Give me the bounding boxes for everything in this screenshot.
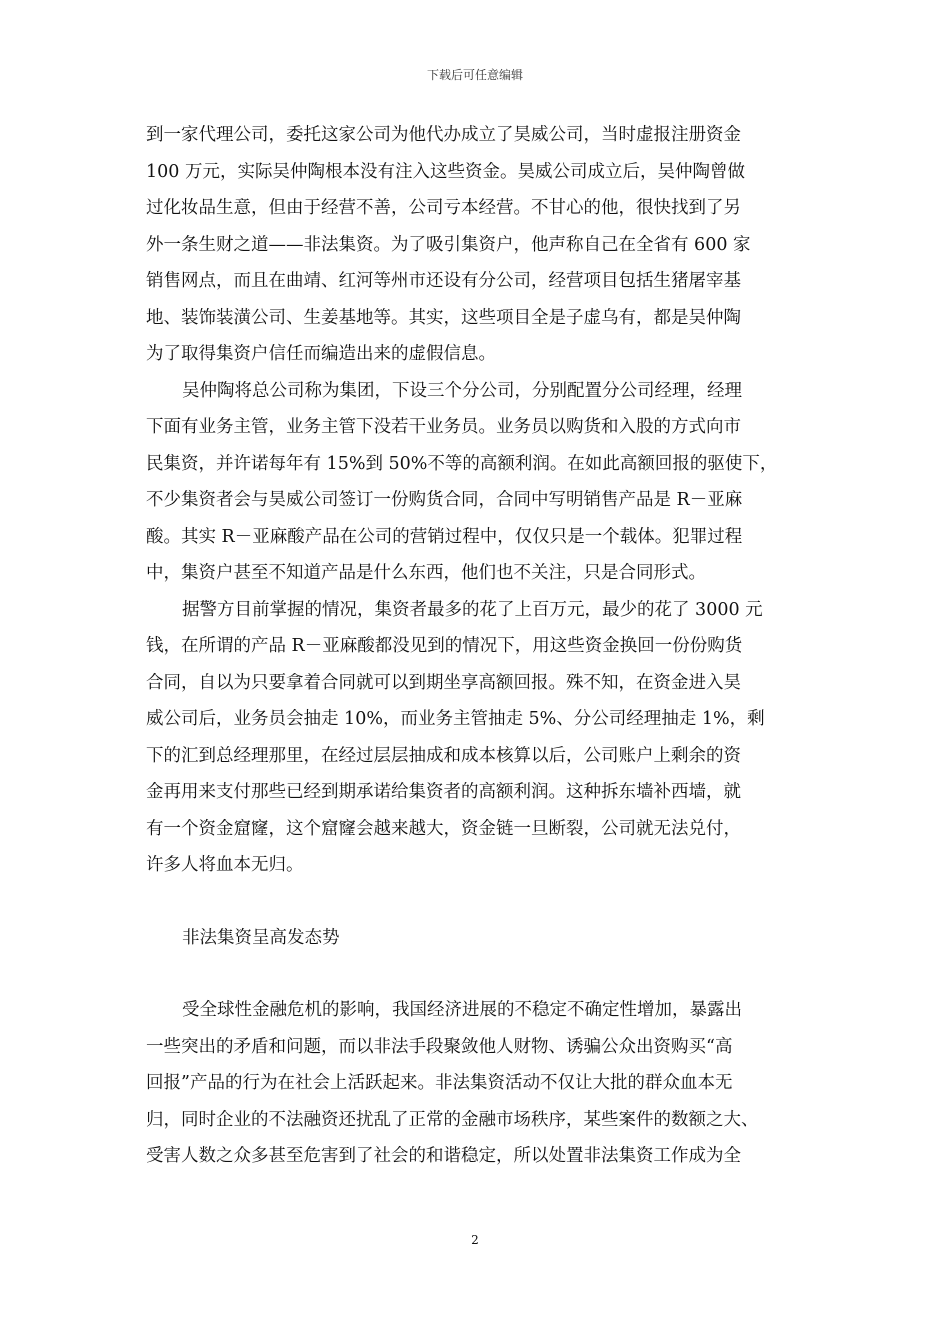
page-number: 2 (471, 1233, 479, 1247)
text-line: 外一条生财之道——非法集资。为了吸引集资户，他声称自己在全省有 600 家 (146, 234, 751, 255)
text-line: 受害人数之众多甚至危害到了社会的和谐稳定，所以处置非法集资工作成为全 (146, 1146, 741, 1166)
text-line: 有一个资金窟窿，这个窟窿会越来越大，资金链一旦断裂，公司就无法兑付， (146, 818, 741, 839)
paragraph (146, 992, 806, 1175)
paragraph (146, 117, 806, 373)
text-line: 中，集资户甚至不知道产品是什么东西，他们也不关注，只是合同形式。 (146, 563, 706, 583)
text-line: 不少集资者会与昊威公司签订一份购货合同，合同中写明销售产品是 R－亚麻 (146, 490, 743, 510)
paragraph (146, 592, 806, 884)
text-line: 民集资，并许诺每年有 15%到 50%不等的高额利润。在如此高额回报的驱使下， (146, 453, 778, 474)
page-header: 下载后可任意编辑 (426, 68, 523, 82)
text-line: 受全球性金融危机的影响，我国经济进展的不稳定不确定性增加，暴露出 (182, 1000, 742, 1020)
text-line: 威公司后，业务员会抽走 10%，而业务主管抽走 5%、分公司经理抽走 1%，剩 (146, 709, 765, 729)
text-line: 到一家代理公司，委托这家公司为他代办成立了昊威公司，当时虚报注册资金 (146, 125, 741, 145)
text-line: 销售网点，而且在曲靖、红河等州市还设有分公司，经营项目包括生猪屠宰基 (146, 271, 741, 291)
text-line: 下的汇到总经理那里，在经过层层抽成和成本核算以后，公司账户上剩余的资 (146, 745, 741, 766)
text-line: 地、装饰装潢公司、生姜基地等。其实，这些项目全是子虚乌有，都是吴仲陶 (146, 307, 741, 328)
text-line: 为了取得集资户信任而编造出来的虚假信息。 (146, 344, 496, 364)
paragraph (146, 373, 806, 592)
text-line: 据警方目前掌握的情况，集资者最多的花了上百万元，最少的花了 3000 元 (182, 599, 763, 620)
text-line: 吴仲陶将总公司称为集团，下设三个分公司，分别配置分公司经理，经理 (182, 380, 742, 401)
text-line: 金再用来支付那些已经到期承诺给集资者的高额利润。这种拆东墙补西墙，就 (146, 782, 741, 802)
text-line: 许多人将血本无归。 (146, 855, 304, 875)
text-line: 合同，自以为只要拿着合同就可以到期坐享高额回报。殊不知，在资金进入昊 (146, 672, 741, 693)
text-line: 过化妆品生意，但由于经营不善，公司亏本经营。不甘心的他，很快找到了另 (146, 198, 741, 218)
text-line: 钱，在所谓的产品 R－亚麻酸都没见到的情况下，用这些资金换回一份份购货 (146, 636, 743, 656)
text-line: 100 万元，实际吴仲陶根本没有注入这些资金。昊威公司成立后，吴仲陶曾做 (146, 161, 745, 182)
text-line: 下面有业务主管，业务主管下没若干业务员。业务员以购货和入股的方式向市 (146, 417, 741, 437)
text-line: 归，同时企业的不法融资还扰乱了正常的金融市场秩序，某些案件的数额之大、 (146, 1109, 759, 1130)
text-line: 回报”产品的行为在社会上活跃起来。非法集资活动不仅让大批的群众血本无 (146, 1073, 733, 1093)
text-line: 一些突出的矛盾和问题，而以非法手段聚敛他人财物、诱骗公众出资购买“高 (146, 1036, 733, 1057)
text-line: 酸。其实 R－亚麻酸产品在公司的营销过程中，仅仅只是一个载体。犯罪过程 (146, 526, 743, 547)
section-heading: 非法集资呈高发态势 (182, 927, 340, 948)
document-body (146, 117, 806, 1175)
